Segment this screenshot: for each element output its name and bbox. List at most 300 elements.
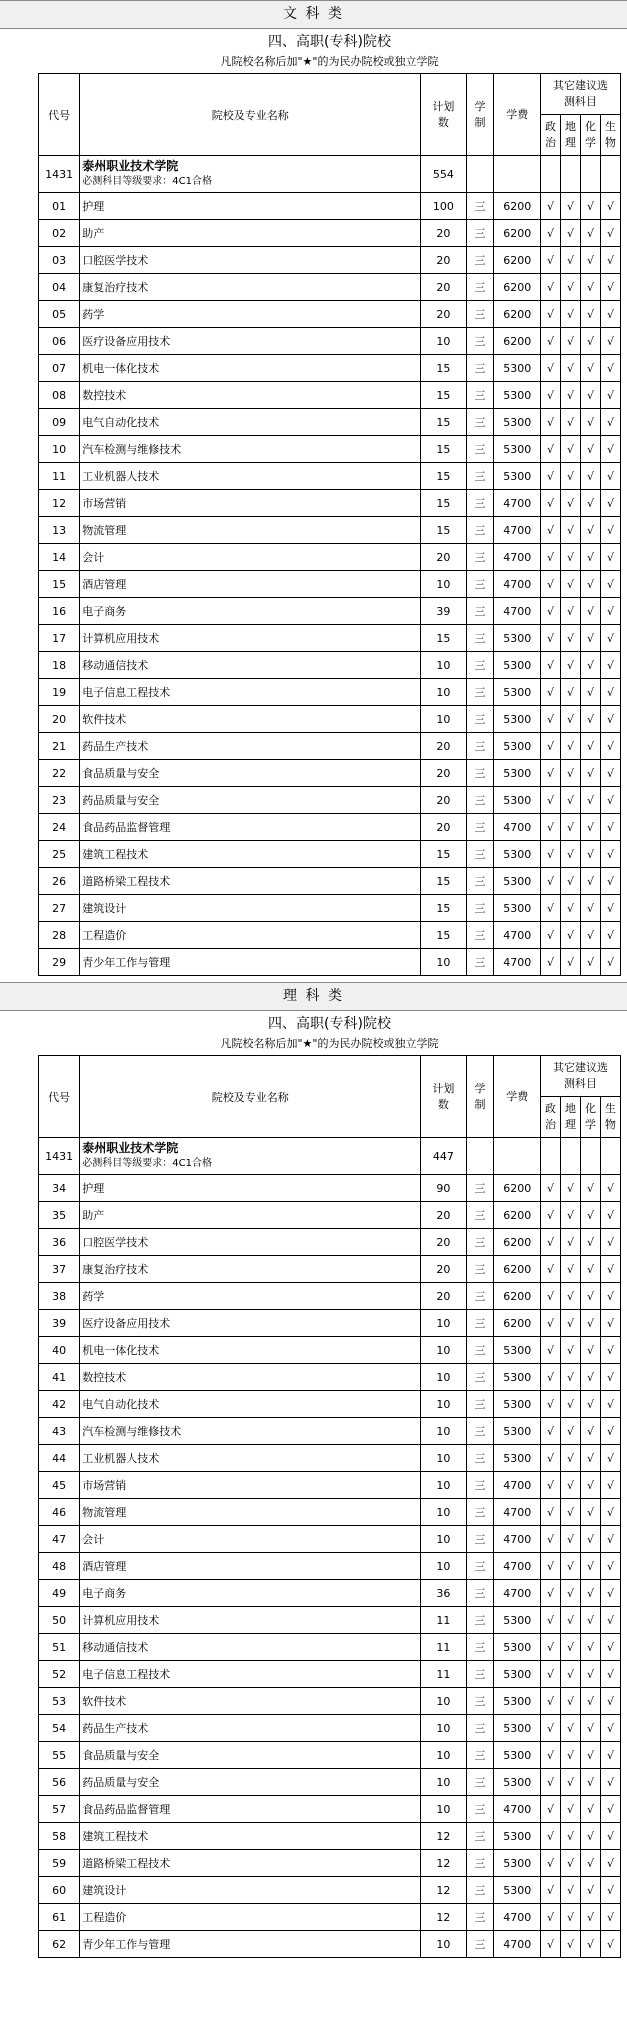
check-politics: √ <box>541 463 561 490</box>
major-code: 25 <box>39 841 80 868</box>
major-plan: 20 <box>421 274 466 301</box>
check-politics: √ <box>541 1769 561 1796</box>
check-politics: √ <box>541 1445 561 1472</box>
check-politics: √ <box>541 1499 561 1526</box>
check-geography: √ <box>561 1283 581 1310</box>
check-biology: √ <box>600 1715 620 1742</box>
major-name: 移动通信技术 <box>80 652 421 679</box>
check-geography: √ <box>561 382 581 409</box>
check-politics: √ <box>541 409 561 436</box>
major-plan: 15 <box>421 841 466 868</box>
check-geography: √ <box>561 193 581 220</box>
check-biology: √ <box>600 1877 620 1904</box>
major-code: 05 <box>39 301 80 328</box>
check-chemistry: √ <box>581 760 601 787</box>
check-biology: √ <box>600 1418 620 1445</box>
table-row <box>39 1418 621 1445</box>
check-biology: √ <box>600 1904 620 1931</box>
table-row <box>39 1256 621 1283</box>
school-name: 泰州职业技术学院 <box>82 1141 179 1155</box>
major-fee: 6200 <box>494 301 541 328</box>
major-years: 三 <box>466 436 494 463</box>
table-row <box>39 1715 621 1742</box>
check-biology: √ <box>600 1526 620 1553</box>
major-plan: 10 <box>421 1310 466 1337</box>
table-row <box>39 490 621 517</box>
check-biology: √ <box>600 760 620 787</box>
check-geography: √ <box>561 247 581 274</box>
major-name: 数控技术 <box>80 382 421 409</box>
check-biology: √ <box>600 706 620 733</box>
table-row <box>39 760 621 787</box>
plan-table <box>38 1055 621 1958</box>
major-years: 三 <box>466 382 494 409</box>
major-code: 40 <box>39 1337 80 1364</box>
major-name: 电子信息工程技术 <box>80 1661 421 1688</box>
major-plan: 10 <box>421 1553 466 1580</box>
major-years: 三 <box>466 1391 494 1418</box>
check-politics: √ <box>541 598 561 625</box>
major-plan: 10 <box>421 571 466 598</box>
major-years: 三 <box>466 1715 494 1742</box>
major-name: 电子商务 <box>80 598 421 625</box>
check-geography: √ <box>561 787 581 814</box>
major-code: 43 <box>39 1418 80 1445</box>
major-name: 会计 <box>80 1526 421 1553</box>
header-subject: 地理 <box>561 1097 581 1138</box>
major-name: 药学 <box>80 1283 421 1310</box>
table-row <box>39 409 621 436</box>
major-fee: 5300 <box>494 1607 541 1634</box>
check-biology: √ <box>600 598 620 625</box>
major-code: 09 <box>39 409 80 436</box>
major-code: 16 <box>39 598 80 625</box>
check-chemistry: √ <box>581 301 601 328</box>
major-name: 建筑设计 <box>80 895 421 922</box>
major-code: 03 <box>39 247 80 274</box>
major-plan: 15 <box>421 895 466 922</box>
section-title: 四、高职(专科)院校 <box>268 34 391 50</box>
check-politics: √ <box>541 436 561 463</box>
major-code: 15 <box>39 571 80 598</box>
check-chemistry: √ <box>581 895 601 922</box>
header-name: 院校及专业名称 <box>80 74 421 156</box>
header-subject: 化学 <box>581 1097 601 1138</box>
table-row <box>39 1526 621 1553</box>
major-fee: 4700 <box>494 1796 541 1823</box>
major-fee: 5300 <box>494 1823 541 1850</box>
major-name: 工程造价 <box>80 1904 421 1931</box>
check-politics: √ <box>541 1688 561 1715</box>
major-fee: 5300 <box>494 1364 541 1391</box>
major-fee: 5300 <box>494 1769 541 1796</box>
major-name: 康复治疗技术 <box>80 1256 421 1283</box>
major-name: 汽车检测与维修技术 <box>80 436 421 463</box>
major-years: 三 <box>466 787 494 814</box>
major-years: 三 <box>466 463 494 490</box>
major-years: 三 <box>466 760 494 787</box>
category-header: 理 科 类 <box>0 982 627 1011</box>
major-name: 计算机应用技术 <box>80 625 421 652</box>
section-block <box>0 1011 627 1964</box>
major-code: 01 <box>39 193 80 220</box>
major-plan: 20 <box>421 1229 466 1256</box>
major-name: 电子商务 <box>80 1580 421 1607</box>
check-politics: √ <box>541 760 561 787</box>
major-code: 44 <box>39 1445 80 1472</box>
major-code: 52 <box>39 1661 80 1688</box>
major-years: 三 <box>466 1661 494 1688</box>
major-fee: 4700 <box>494 517 541 544</box>
check-politics: √ <box>541 1877 561 1904</box>
check-chemistry: √ <box>581 571 601 598</box>
major-years: 三 <box>466 328 494 355</box>
major-fee: 6200 <box>494 1175 541 1202</box>
major-plan: 12 <box>421 1877 466 1904</box>
major-code: 34 <box>39 1175 80 1202</box>
major-years: 三 <box>466 247 494 274</box>
check-politics: √ <box>541 274 561 301</box>
major-name: 市场营销 <box>80 1472 421 1499</box>
major-code: 20 <box>39 706 80 733</box>
table-row <box>39 1904 621 1931</box>
major-plan: 15 <box>421 436 466 463</box>
major-code: 29 <box>39 949 80 976</box>
table-row <box>39 733 621 760</box>
major-code: 39 <box>39 1310 80 1337</box>
major-plan: 10 <box>421 1769 466 1796</box>
check-politics: √ <box>541 247 561 274</box>
major-years: 三 <box>466 1823 494 1850</box>
check-politics: √ <box>541 571 561 598</box>
major-fee: 5300 <box>494 1418 541 1445</box>
table-row <box>39 1364 621 1391</box>
school-row <box>39 1138 621 1175</box>
major-code: 14 <box>39 544 80 571</box>
major-years: 三 <box>466 1499 494 1526</box>
empty-cell <box>541 156 561 193</box>
check-biology: √ <box>600 1661 620 1688</box>
check-biology: √ <box>600 841 620 868</box>
major-years: 三 <box>466 1202 494 1229</box>
check-geography: √ <box>561 1472 581 1499</box>
major-years: 三 <box>466 625 494 652</box>
check-geography: √ <box>561 679 581 706</box>
major-plan: 20 <box>421 220 466 247</box>
major-years: 三 <box>466 1364 494 1391</box>
check-politics: √ <box>541 814 561 841</box>
major-fee: 5300 <box>494 1634 541 1661</box>
major-fee: 4700 <box>494 1499 541 1526</box>
major-fee: 6200 <box>494 1202 541 1229</box>
table-row <box>39 1553 621 1580</box>
major-plan: 20 <box>421 733 466 760</box>
check-geography: √ <box>561 1850 581 1877</box>
check-biology: √ <box>600 949 620 976</box>
table-row <box>39 517 621 544</box>
major-name: 医疗设备应用技术 <box>80 328 421 355</box>
check-geography: √ <box>561 733 581 760</box>
major-fee: 5300 <box>494 1715 541 1742</box>
table-row <box>39 436 621 463</box>
major-code: 10 <box>39 436 80 463</box>
check-biology: √ <box>600 1823 620 1850</box>
major-name: 道路桥梁工程技术 <box>80 1850 421 1877</box>
major-fee: 4700 <box>494 922 541 949</box>
empty-cell <box>581 1138 601 1175</box>
major-code: 04 <box>39 274 80 301</box>
school-requirement: 必测科目等级要求：4C1合格 <box>82 1158 212 1169</box>
major-plan: 10 <box>421 652 466 679</box>
major-code: 61 <box>39 1904 80 1931</box>
check-biology: √ <box>600 1391 620 1418</box>
empty-cell <box>561 1138 581 1175</box>
major-name: 电气自动化技术 <box>80 1391 421 1418</box>
major-fee: 5300 <box>494 733 541 760</box>
check-geography: √ <box>561 1877 581 1904</box>
major-name: 医疗设备应用技术 <box>80 1310 421 1337</box>
empty-cell <box>541 1138 561 1175</box>
major-name: 助产 <box>80 1202 421 1229</box>
check-biology: √ <box>600 247 620 274</box>
major-name: 药品质量与安全 <box>80 787 421 814</box>
major-plan: 10 <box>421 1688 466 1715</box>
major-plan: 15 <box>421 355 466 382</box>
major-years: 三 <box>466 1850 494 1877</box>
major-years: 三 <box>466 1310 494 1337</box>
major-code: 41 <box>39 1364 80 1391</box>
check-chemistry: √ <box>581 1526 601 1553</box>
table-row <box>39 1499 621 1526</box>
check-chemistry: √ <box>581 598 601 625</box>
check-biology: √ <box>600 652 620 679</box>
major-code: 56 <box>39 1769 80 1796</box>
check-chemistry: √ <box>581 1769 601 1796</box>
major-fee: 4700 <box>494 598 541 625</box>
major-name: 青少年工作与管理 <box>80 949 421 976</box>
check-geography: √ <box>561 463 581 490</box>
check-geography: √ <box>561 490 581 517</box>
check-geography: √ <box>561 1634 581 1661</box>
table-row <box>39 1391 621 1418</box>
major-plan: 20 <box>421 247 466 274</box>
check-geography: √ <box>561 1553 581 1580</box>
major-plan: 12 <box>421 1904 466 1931</box>
major-name: 道路桥梁工程技术 <box>80 868 421 895</box>
header-code: 代号 <box>39 74 80 156</box>
check-geography: √ <box>561 706 581 733</box>
major-name: 食品质量与安全 <box>80 760 421 787</box>
section-block <box>0 29 627 982</box>
check-chemistry: √ <box>581 1337 601 1364</box>
major-fee: 5300 <box>494 1850 541 1877</box>
check-chemistry: √ <box>581 1607 601 1634</box>
major-plan: 20 <box>421 760 466 787</box>
major-name: 护理 <box>80 1175 421 1202</box>
check-geography: √ <box>561 1445 581 1472</box>
check-politics: √ <box>541 328 561 355</box>
header-subject: 地理 <box>561 115 581 156</box>
check-biology: √ <box>600 328 620 355</box>
check-geography: √ <box>561 949 581 976</box>
check-biology: √ <box>600 895 620 922</box>
check-biology: √ <box>600 1472 620 1499</box>
check-biology: √ <box>600 1175 620 1202</box>
major-fee: 4700 <box>494 490 541 517</box>
check-biology: √ <box>600 1580 620 1607</box>
major-name: 建筑工程技术 <box>80 1823 421 1850</box>
check-chemistry: √ <box>581 652 601 679</box>
header-plan: 计划数 <box>421 74 466 156</box>
check-geography: √ <box>561 1229 581 1256</box>
table-header-row <box>39 74 621 115</box>
check-chemistry: √ <box>581 517 601 544</box>
check-geography: √ <box>561 517 581 544</box>
major-name: 康复治疗技术 <box>80 274 421 301</box>
major-name: 助产 <box>80 220 421 247</box>
check-geography: √ <box>561 409 581 436</box>
major-fee: 4700 <box>494 1526 541 1553</box>
major-name: 口腔医学技术 <box>80 247 421 274</box>
check-chemistry: √ <box>581 706 601 733</box>
table-header-row <box>39 1056 621 1097</box>
major-fee: 4700 <box>494 949 541 976</box>
major-plan: 15 <box>421 490 466 517</box>
check-biology: √ <box>600 1931 620 1958</box>
major-years: 三 <box>466 1904 494 1931</box>
check-politics: √ <box>541 922 561 949</box>
check-chemistry: √ <box>581 679 601 706</box>
major-plan: 90 <box>421 1175 466 1202</box>
major-name: 移动通信技术 <box>80 1634 421 1661</box>
check-chemistry: √ <box>581 922 601 949</box>
check-biology: √ <box>600 490 620 517</box>
header-subject: 政治 <box>541 1097 561 1138</box>
check-geography: √ <box>561 1931 581 1958</box>
check-chemistry: √ <box>581 490 601 517</box>
major-plan: 15 <box>421 868 466 895</box>
check-politics: √ <box>541 733 561 760</box>
check-geography: √ <box>561 1256 581 1283</box>
major-code: 48 <box>39 1553 80 1580</box>
major-years: 三 <box>466 1283 494 1310</box>
major-name: 食品质量与安全 <box>80 1742 421 1769</box>
check-biology: √ <box>600 1688 620 1715</box>
major-code: 26 <box>39 868 80 895</box>
major-years: 三 <box>466 1337 494 1364</box>
major-fee: 5300 <box>494 1391 541 1418</box>
major-plan: 20 <box>421 1256 466 1283</box>
major-plan: 15 <box>421 382 466 409</box>
major-years: 三 <box>466 544 494 571</box>
check-politics: √ <box>541 1553 561 1580</box>
major-plan: 20 <box>421 1283 466 1310</box>
check-biology: √ <box>600 1499 620 1526</box>
table-row <box>39 1229 621 1256</box>
major-plan: 20 <box>421 814 466 841</box>
major-years: 三 <box>466 1580 494 1607</box>
major-plan: 15 <box>421 922 466 949</box>
major-years: 三 <box>466 274 494 301</box>
major-code: 50 <box>39 1607 80 1634</box>
major-code: 57 <box>39 1796 80 1823</box>
major-name: 药品生产技术 <box>80 733 421 760</box>
check-politics: √ <box>541 1283 561 1310</box>
check-chemistry: √ <box>581 220 601 247</box>
major-code: 59 <box>39 1850 80 1877</box>
major-name: 工业机器人技术 <box>80 1445 421 1472</box>
major-plan: 10 <box>421 949 466 976</box>
check-biology: √ <box>600 1607 620 1634</box>
check-chemistry: √ <box>581 193 601 220</box>
table-row <box>39 220 621 247</box>
table-row <box>39 328 621 355</box>
major-name: 建筑设计 <box>80 1877 421 1904</box>
empty-cell <box>561 156 581 193</box>
empty-cell <box>466 1138 494 1175</box>
check-chemistry: √ <box>581 1580 601 1607</box>
major-fee: 5300 <box>494 355 541 382</box>
major-plan: 10 <box>421 1472 466 1499</box>
table-row <box>39 652 621 679</box>
check-politics: √ <box>541 1391 561 1418</box>
major-code: 13 <box>39 517 80 544</box>
major-fee: 6200 <box>494 328 541 355</box>
check-geography: √ <box>561 922 581 949</box>
check-geography: √ <box>561 1715 581 1742</box>
major-years: 三 <box>466 1418 494 1445</box>
major-code: 12 <box>39 490 80 517</box>
empty-cell <box>581 156 601 193</box>
check-biology: √ <box>600 1202 620 1229</box>
major-code: 21 <box>39 733 80 760</box>
major-plan: 10 <box>421 1526 466 1553</box>
major-fee: 4700 <box>494 544 541 571</box>
check-politics: √ <box>541 1661 561 1688</box>
check-geography: √ <box>561 1202 581 1229</box>
check-geography: √ <box>561 274 581 301</box>
check-biology: √ <box>600 1445 620 1472</box>
school-code: 1431 <box>39 156 80 193</box>
major-fee: 6200 <box>494 1283 541 1310</box>
major-plan: 100 <box>421 193 466 220</box>
major-years: 三 <box>466 895 494 922</box>
check-biology: √ <box>600 409 620 436</box>
check-chemistry: √ <box>581 436 601 463</box>
table-row <box>39 949 621 976</box>
major-fee: 5300 <box>494 1742 541 1769</box>
check-chemistry: √ <box>581 274 601 301</box>
table-row <box>39 1634 621 1661</box>
check-geography: √ <box>561 1391 581 1418</box>
major-plan: 15 <box>421 463 466 490</box>
check-biology: √ <box>600 463 620 490</box>
school-code: 1431 <box>39 1138 80 1175</box>
major-years: 三 <box>466 301 494 328</box>
table-row <box>39 1472 621 1499</box>
major-fee: 5300 <box>494 1688 541 1715</box>
check-politics: √ <box>541 652 561 679</box>
check-geography: √ <box>561 760 581 787</box>
check-geography: √ <box>561 1580 581 1607</box>
major-name: 护理 <box>80 193 421 220</box>
table-row <box>39 787 621 814</box>
table-row <box>39 598 621 625</box>
empty-cell <box>600 1138 620 1175</box>
major-plan: 10 <box>421 706 466 733</box>
major-code: 07 <box>39 355 80 382</box>
major-code: 58 <box>39 1823 80 1850</box>
